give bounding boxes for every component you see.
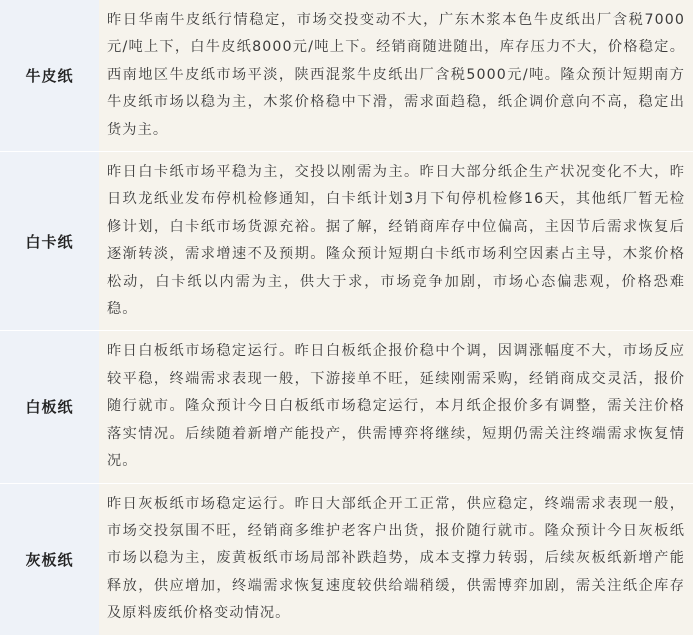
market-description: 昨日白卡纸市场平稳为主，交投以刚需为主。昨日大部分纸企生产状况变化不大，昨日玖龙纸业发布停机检修通知，白卡纸计划3月下旬停机检修16天，其他纸厂暂无检修计划，白卡纸市场货源充裕。据了解，经销商库存中位偏高，主因节后需求恢复后逐渐转淡，需求增速不及预期。隆众预计短期白卡纸市场利空因素占主导，木浆价格松动，白卡纸以内需为主，供大于求，市场竞争加剧，市场心态偏悲观，价格恐难稳。 (99, 152, 693, 331)
category-label: 白板纸 (0, 331, 99, 483)
market-description: 昨日华南牛皮纸行情稳定，市场交投变动不大，广东木浆本色牛皮纸出厂含税7000元/吨上下，白牛皮纸8000元/吨上下。经销商随进随出，库存压力不大，价格稳定。西南地区牛皮纸市场平淡，陕西混浆牛皮纸出厂含税5000元/吨。隆众预计短期南方牛皮纸市场以稳为主，木浆价格稳中下滑，需求面趋稳，纸企调价意向不高，稳定出货为主。 (99, 0, 693, 152)
category-label: 灰板纸 (0, 483, 99, 635)
market-description: 昨日灰板纸市场稳定运行。昨日大部纸企开工正常，供应稳定，终端需求表现一般，市场交投氛围不旺，经销商多维护老客户出货，报价随行就市。隆众预计今日灰板纸市场以稳为主，废黄板纸市场局部补跌趋势，成本支撑力转弱，后续灰板纸新增产能释放，供应增加，终端需求恢复速度较供给端稍缓，供需博弈加剧，需关注纸企库存及原料废纸价格变动情况。 (99, 483, 693, 635)
category-label: 白卡纸 (0, 152, 99, 331)
category-label: 牛皮纸 (0, 0, 99, 152)
table-row-white-board (0, 331, 693, 483)
table-row-white-cardboard (0, 152, 693, 331)
table-row-kraft-paper (0, 0, 693, 152)
table-row-grey-board (0, 483, 693, 635)
market-description: 昨日白板纸市场稳定运行。昨日白板纸企报价稳中个调，因调涨幅度不大，市场反应较平稳，终端需求表现一般，下游接单不旺，延续刚需采购，经销商成交灵活，报价随行就市。隆众预计今日白板纸市场稳定运行，本月纸企报价多有调整，需关注价格落实情况。后续随着新增产能投产，供需博弈将继续，短期仍需关注终端需求恢复情况。 (99, 331, 693, 483)
